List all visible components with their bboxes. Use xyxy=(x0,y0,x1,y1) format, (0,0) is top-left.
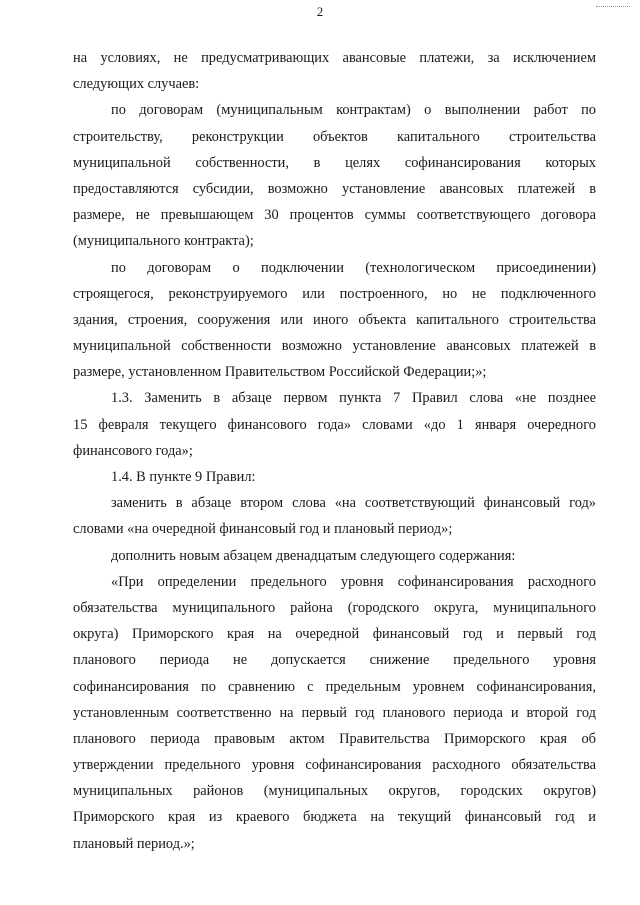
text-line: «При определении предельного уровня софинансирования расходного xyxy=(111,573,596,590)
page-number: 2 xyxy=(316,4,324,19)
document-body xyxy=(73,45,596,857)
text-line: муниципальных районов (муниципальных округов, городских округов) xyxy=(73,783,596,800)
text-line: 1.3. Заменить в абзаце первом пункта 7 Правил слова «не позднее xyxy=(111,390,596,407)
text-line: на условиях, не предусматривающих авансовые платежи, за исключением xyxy=(73,50,596,66)
text-line: строящегося, реконструируемого или построенного, но не подключенного xyxy=(73,285,596,302)
text-line: здания, строения, сооружения или иного объекта капитального строительства xyxy=(73,311,596,328)
text-line: утверждении предельного уровня софинансирования расходного обязательства xyxy=(73,757,596,774)
text-line: заменить в абзаце втором слова «на соответствующий финансовый год» xyxy=(111,495,596,512)
text-line: 15 февраля текущего финансового года» словами «до 1 января очередного xyxy=(73,416,596,433)
text-line: муниципальной собственности, в целях софинансирования которых xyxy=(73,154,596,171)
text-line: обязательства муниципального района (городского округа, муниципального xyxy=(73,599,596,616)
text-line: плановый период.»; xyxy=(73,835,195,852)
text-line: финансового года»; xyxy=(73,442,193,459)
text-line: предоставляются субсидии, возможно установление авансовых платежей в xyxy=(73,180,596,197)
text-line: округа) Приморского края на очередной финансовый год и первый год xyxy=(73,626,596,643)
text-line: строительству, реконструкции объектов капитального строительства xyxy=(73,128,596,145)
text-line: планового периода правовым актом Правительства Приморского края об xyxy=(73,730,596,747)
text-line: размере, не превышающем 30 процентов суммы соответствующего договора xyxy=(73,207,596,224)
text-line: дополнить новым абзацем двенадцатым следующего содержания: xyxy=(111,547,516,564)
text-line: следующих случаев: xyxy=(73,76,200,93)
text-line: 1.4. В пункте 9 Правил: xyxy=(111,469,256,485)
text-line: муниципальной собственности возможно установление авансовых платежей в xyxy=(73,338,596,355)
text-line: установленным соответственно на первый год планового периода и второй год xyxy=(73,704,596,721)
text-line: Приморского края из краевого бюджета на текущий финансовый год и xyxy=(73,809,596,826)
text-line: по договорам о подключении (технологическом присоединении) xyxy=(111,259,596,276)
text-line: планового периода не допускается снижение предельного уровня xyxy=(73,652,596,669)
text-line: (муниципального контракта); xyxy=(73,233,254,250)
text-line: размере, установленном Правительством Российской Федерации;»; xyxy=(73,364,487,381)
text-line: софинансирования по сравнению с предельным уровнем софинансирования, xyxy=(73,678,596,695)
text-line: словами «на очередной финансовый год и плановый период»; xyxy=(73,521,453,538)
text-line: по договорам (муниципальным контрактам) о выполнении работ по xyxy=(111,102,596,119)
